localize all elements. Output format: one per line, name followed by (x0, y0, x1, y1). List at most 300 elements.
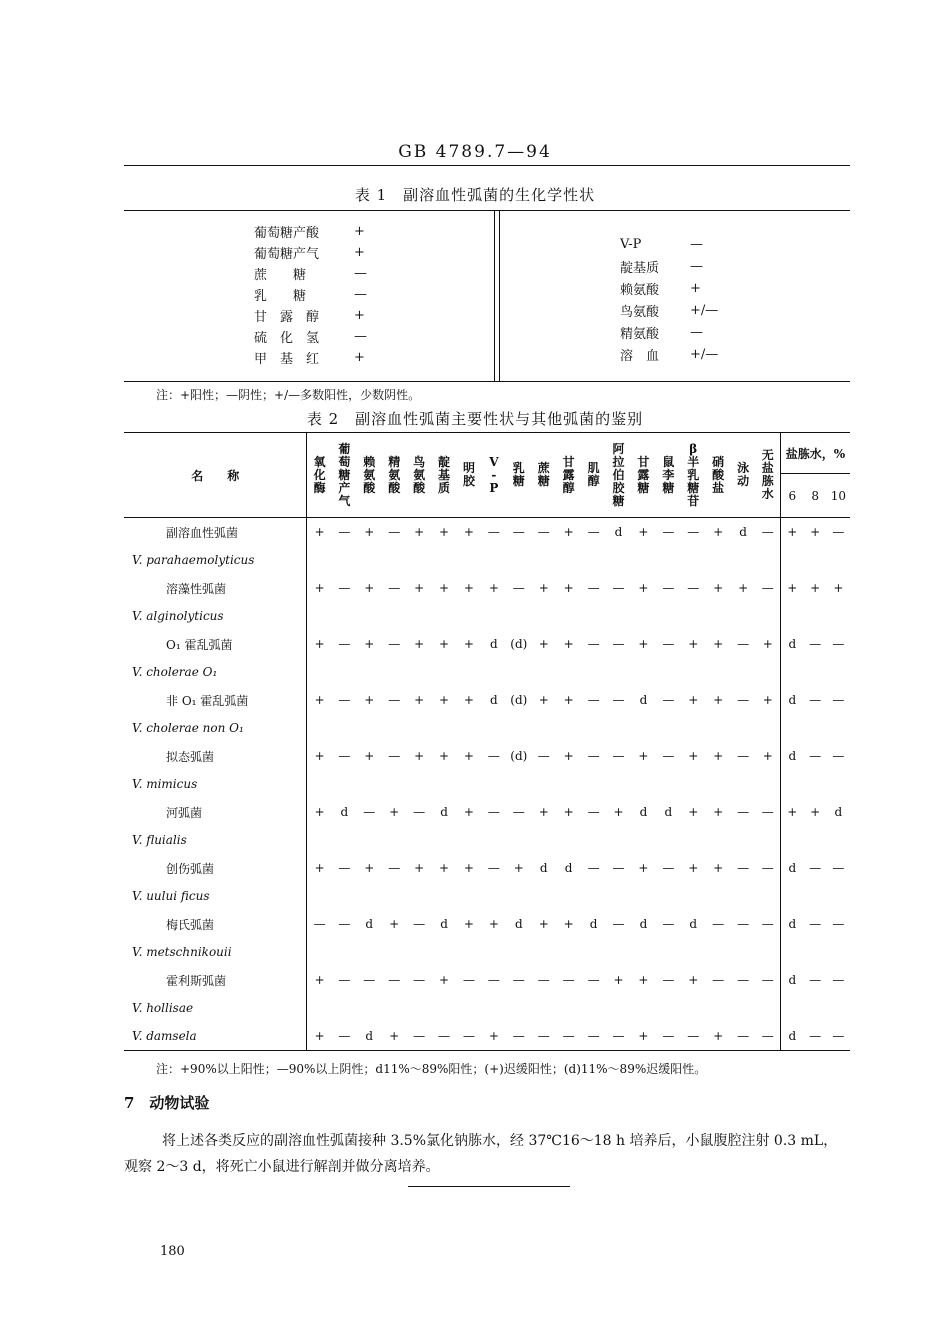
result-cell: d (739, 525, 747, 539)
empty-cell (382, 938, 407, 966)
table1-right-column (620, 233, 750, 365)
result-cell: d (340, 805, 349, 819)
salt-result-cell: — (809, 917, 822, 931)
empty-cell (457, 938, 482, 966)
result-cell: — (512, 973, 525, 987)
result-cell: + (638, 861, 649, 875)
table1-row (620, 321, 750, 343)
salt-result-cell: d (780, 630, 803, 658)
empty-cell (827, 938, 850, 966)
result-cell: + (613, 805, 624, 819)
salt-result-cell: — (832, 525, 845, 539)
empty-cell (556, 658, 581, 686)
result-cell: + (638, 525, 649, 539)
result-cell: — (338, 861, 351, 875)
empty-cell (407, 826, 432, 854)
empty-cell (827, 658, 850, 686)
empty-cell (531, 602, 556, 630)
result-cell: — (687, 581, 700, 595)
empty-cell (804, 658, 827, 686)
empty-cell (731, 714, 756, 742)
empty-cell (681, 994, 706, 1022)
empty-cell (531, 938, 556, 966)
empty-cell (531, 770, 556, 798)
empty-cell (332, 826, 357, 854)
empty-cell (332, 546, 357, 574)
empty-cell (706, 882, 731, 910)
result-cell: — (737, 861, 750, 875)
result-cell: — (487, 973, 500, 987)
result-cell: + (463, 861, 474, 875)
result-cell: d (614, 525, 623, 539)
empty-cell (706, 546, 731, 574)
empty-cell (382, 826, 407, 854)
empty-cell (357, 602, 382, 630)
empty-cell (457, 602, 482, 630)
table1-row (254, 221, 414, 242)
species-name-latin: V. alginolyticus (124, 602, 307, 630)
empty-cell (804, 882, 827, 910)
result-cell: + (481, 1022, 506, 1051)
test-column-header (332, 433, 357, 518)
header-char: 氨 (413, 467, 426, 482)
empty-cell (432, 882, 457, 910)
result-cell: (d) (510, 693, 528, 707)
header-char: 酸 (413, 480, 426, 495)
header-char: 氨 (388, 467, 401, 482)
empty-cell (531, 658, 556, 686)
salt-result-cell: — (832, 693, 845, 707)
empty-cell (606, 658, 631, 686)
salt-result-cell: — (804, 1022, 827, 1051)
result-cell: + (513, 861, 524, 875)
result-cell: + (713, 693, 724, 707)
header-char: V (489, 454, 499, 469)
result-cell: + (762, 749, 773, 763)
header-char: 氨 (363, 467, 376, 482)
empty-cell (506, 826, 531, 854)
result-cell: + (563, 581, 574, 595)
result-cell: + (713, 581, 724, 595)
empty-cell (531, 826, 556, 854)
result-cell: — (506, 1022, 531, 1051)
property-value: + (354, 245, 365, 260)
result-cell: — (512, 525, 525, 539)
empty-cell (382, 882, 407, 910)
empty-cell (407, 714, 432, 742)
empty-cell (357, 714, 382, 742)
empty-cell (457, 714, 482, 742)
header-char: 甘 (637, 454, 650, 469)
result-cell: + (364, 525, 375, 539)
property-name: 鸟氨酸 (620, 304, 660, 320)
empty-cell (382, 714, 407, 742)
standard-number: GB 4789.7—94 (398, 142, 552, 162)
result-cell: — (338, 917, 351, 931)
empty-cell (457, 882, 482, 910)
result-cell: — (612, 861, 625, 875)
header-char: 酸 (363, 480, 376, 495)
salt-result-cell: — (809, 973, 822, 987)
empty-cell (457, 658, 482, 686)
result-cell: — (363, 805, 376, 819)
empty-cell (407, 994, 432, 1022)
empty-cell (357, 546, 382, 574)
empty-cell (332, 714, 357, 742)
empty-cell (804, 826, 827, 854)
result-cell: + (688, 749, 699, 763)
result-cell: — (662, 973, 675, 987)
salt-result-cell: d (780, 742, 803, 770)
result-cell: d (357, 1022, 382, 1051)
header-char: P (489, 480, 499, 495)
result-cell: — (612, 917, 625, 931)
empty-cell (756, 714, 781, 742)
property-name: V-P (620, 236, 642, 252)
result-cell: — (606, 1022, 631, 1051)
empty-cell (756, 658, 781, 686)
empty-cell (780, 938, 803, 966)
salt-result-cell: — (832, 973, 845, 987)
result-cell: — (712, 973, 725, 987)
result-cell: + (488, 581, 499, 595)
table1-row (620, 233, 750, 255)
result-cell: + (439, 861, 450, 875)
table1-row (620, 277, 750, 299)
header-char: 乳 (512, 461, 525, 475)
empty-cell (481, 602, 506, 630)
test-column-header (382, 433, 407, 518)
result-cell: + (488, 917, 499, 931)
header-char: 肌 (587, 461, 600, 475)
empty-cell (731, 546, 756, 574)
header-char: 赖 (363, 454, 376, 469)
result-cell: d (689, 917, 698, 931)
result-cell: — (338, 693, 351, 707)
result-cell: d (639, 693, 648, 707)
result-cell: — (587, 693, 600, 707)
empty-cell (780, 658, 803, 686)
table2-caption: 表 2 副溶血性弧菌主要性状与其他弧菌的鉴别 (306, 410, 644, 428)
result-cell: + (688, 805, 699, 819)
empty-cell (506, 546, 531, 574)
header-char: 基 (438, 467, 451, 482)
property-name: 甘 露 醇 (254, 310, 320, 325)
species-name-cn: 副溶血性弧菌 (124, 518, 307, 547)
header-char: 靛 (438, 454, 451, 469)
result-cell: — (363, 973, 376, 987)
empty-cell (432, 938, 457, 966)
table1-row (254, 242, 414, 263)
empty-cell (681, 826, 706, 854)
header-char: 胶 (462, 474, 475, 488)
result-cell: + (538, 693, 549, 707)
salt-result-cell: + (810, 581, 821, 595)
empty-cell (780, 770, 803, 798)
result-cell: + (364, 637, 375, 651)
result-cell: + (463, 805, 474, 819)
test-column-header (531, 433, 556, 518)
table1-row (254, 284, 414, 305)
header-char: 甘 (562, 454, 575, 469)
empty-cell (357, 994, 382, 1022)
species-name-cn: O₁ 霍乱弧菌 (124, 630, 307, 658)
property-name: 精氨酸 (620, 326, 660, 342)
result-cell: — (556, 1022, 581, 1051)
result-cell: — (487, 861, 500, 875)
result-cell: + (314, 693, 325, 707)
empty-cell (827, 602, 850, 630)
empty-cell (606, 826, 631, 854)
result-cell: + (688, 637, 699, 651)
empty-cell (307, 994, 332, 1022)
empty-cell (432, 826, 457, 854)
empty-cell (332, 602, 357, 630)
test-column-header (606, 433, 631, 518)
empty-cell (581, 882, 606, 910)
result-cell: — (761, 917, 774, 931)
empty-cell (531, 546, 556, 574)
result-cell: + (762, 693, 773, 707)
header-char: 半 (687, 454, 700, 469)
result-cell: — (587, 637, 600, 651)
empty-cell (631, 602, 656, 630)
header-char: 产 (338, 480, 351, 495)
result-cell: — (338, 525, 351, 539)
species-name-cn: 创伤弧菌 (124, 854, 307, 882)
salt-result-cell: + (780, 518, 803, 547)
result-cell: — (712, 917, 725, 931)
empty-cell (631, 546, 656, 574)
empty-cell (631, 714, 656, 742)
empty-cell (656, 714, 681, 742)
section-heading: 7 动物试验 (124, 1094, 210, 1112)
property-name: 溶 血 (620, 348, 660, 364)
salt-result-cell: + (810, 525, 821, 539)
empty-cell (731, 770, 756, 798)
empty-cell (631, 938, 656, 966)
header-char: 拉 (612, 454, 625, 469)
property-name: 葡萄糖产酸 (254, 226, 320, 241)
salt-level: 10 (827, 474, 850, 518)
result-cell: + (638, 581, 649, 595)
header-char: 精 (388, 454, 401, 469)
result-cell: + (389, 805, 400, 819)
result-cell: + (463, 525, 474, 539)
result-cell: — (457, 1022, 482, 1051)
table1-left-column (254, 221, 414, 368)
result-cell: — (737, 693, 750, 707)
table1-row (254, 347, 414, 368)
result-cell: + (688, 861, 699, 875)
property-value: +/— (690, 302, 719, 318)
empty-cell (407, 882, 432, 910)
result-cell: d (365, 917, 374, 931)
result-cell: d (639, 805, 648, 819)
property-value: + (354, 350, 365, 365)
result-cell: + (638, 749, 649, 763)
empty-cell (804, 602, 827, 630)
empty-cell (432, 602, 457, 630)
result-cell: + (638, 973, 649, 987)
empty-cell (756, 826, 781, 854)
empty-cell (481, 994, 506, 1022)
header-char: β (689, 441, 698, 456)
result-cell: + (538, 581, 549, 595)
result-cell: — (531, 1022, 556, 1051)
empty-cell (606, 602, 631, 630)
empty-cell (382, 770, 407, 798)
test-column-header (357, 433, 382, 518)
empty-cell (407, 602, 432, 630)
result-cell: — (512, 581, 525, 595)
empty-cell (457, 994, 482, 1022)
result-cell: + (364, 861, 375, 875)
test-column-header (506, 433, 531, 518)
species-name-latin: V. mimicus (124, 770, 307, 798)
result-cell: — (587, 973, 600, 987)
empty-cell (407, 770, 432, 798)
result-cell: — (587, 805, 600, 819)
empty-cell (332, 994, 357, 1022)
species-name-latin: V. parahaemolyticus (124, 546, 307, 574)
empty-cell (656, 658, 681, 686)
result-cell: — (731, 1022, 756, 1051)
empty-cell (481, 770, 506, 798)
test-column-header (457, 433, 482, 518)
table1-row (254, 263, 414, 284)
empty-cell (656, 994, 681, 1022)
section-paragraph: 将上述各类反应的副溶血性弧菌接种 3.5%氯化钠胨水，经 37℃16～18 h 培养后，小鼠腹腔注射 0.3 mL，观察 2～3 d，将死亡小鼠进行解剖并做分离培养。 (124, 1133, 838, 1175)
salt-result-cell: — (809, 637, 822, 651)
empty-cell (556, 994, 581, 1022)
result-cell: + (307, 1022, 332, 1051)
result-cell: d (539, 861, 548, 875)
property-value: — (690, 258, 703, 274)
table1-row (254, 326, 414, 347)
result-cell: + (713, 805, 724, 819)
header-char: 动 (737, 474, 750, 488)
header-char: 糖 (687, 480, 700, 495)
test-column-header (581, 433, 606, 518)
result-cell: + (688, 973, 699, 987)
result-cell: — (537, 973, 550, 987)
result-cell: + (463, 749, 474, 763)
test-column-header (706, 433, 731, 518)
empty-cell (457, 826, 482, 854)
result-cell: — (737, 749, 750, 763)
empty-cell (556, 770, 581, 798)
header-char: 醇 (562, 480, 575, 495)
empty-cell (827, 882, 850, 910)
result-cell: + (382, 1022, 407, 1051)
header-char: 糖 (637, 480, 650, 495)
result-cell: — (756, 1022, 781, 1051)
table1-double-divider (494, 211, 500, 381)
header-char: 李 (662, 467, 675, 482)
empty-cell (656, 602, 681, 630)
species-name-latin: V. fluialis (124, 826, 307, 854)
empty-cell (332, 938, 357, 966)
result-cell: (d) (510, 749, 528, 763)
result-cell: — (413, 917, 426, 931)
result-cell: + (314, 749, 325, 763)
empty-cell (307, 602, 332, 630)
empty-cell (656, 770, 681, 798)
result-cell: + (314, 637, 325, 651)
empty-cell (357, 938, 382, 966)
result-cell: — (587, 525, 600, 539)
property-value: — (354, 287, 367, 302)
result-cell: + (414, 637, 425, 651)
property-name: 硫 化 氢 (254, 331, 320, 346)
result-cell: + (364, 693, 375, 707)
result-cell: — (662, 693, 675, 707)
result-cell: + (463, 693, 474, 707)
table1-row (620, 255, 750, 277)
empty-cell (731, 658, 756, 686)
result-cell: — (462, 973, 475, 987)
header-char: 硝 (712, 454, 725, 469)
species-name-latin: V. damsela (124, 1022, 307, 1051)
empty-cell (357, 658, 382, 686)
species-name-latin: V. cholerae O₁ (124, 658, 307, 686)
table1-row (254, 305, 414, 326)
header-char: 醇 (587, 474, 600, 488)
empty-cell (706, 658, 731, 686)
result-cell: + (713, 525, 724, 539)
empty-cell (731, 882, 756, 910)
property-value: + (690, 280, 701, 296)
property-name: 蔗 糖 (254, 268, 307, 283)
result-cell: — (662, 581, 675, 595)
header-char: 蔗 (537, 461, 550, 475)
property-name: 靛基质 (620, 260, 660, 276)
header-char: 萄 (338, 454, 351, 469)
empty-cell (481, 658, 506, 686)
empty-cell (506, 938, 531, 966)
empty-cell (706, 770, 731, 798)
empty-cell (756, 994, 781, 1022)
result-cell: — (338, 581, 351, 595)
salt-result-cell: d (780, 966, 803, 994)
empty-cell (357, 882, 382, 910)
page-number: 180 (160, 1244, 185, 1259)
species-name-latin: V. cholerae non O₁ (124, 714, 307, 742)
empty-cell (332, 882, 357, 910)
empty-cell (531, 714, 556, 742)
property-value: — (354, 266, 367, 281)
table1-row (620, 343, 750, 365)
header-char: 葡 (338, 441, 351, 456)
empty-cell (681, 714, 706, 742)
result-cell: — (761, 861, 774, 875)
result-cell: — (338, 749, 351, 763)
result-cell: — (432, 1022, 457, 1051)
test-column-header (631, 433, 656, 518)
empty-cell (531, 882, 556, 910)
header-char: 露 (562, 467, 575, 482)
species-name-cn: 梅氏弧菌 (124, 910, 307, 938)
salt-result-cell: + (780, 798, 803, 826)
empty-cell (307, 770, 332, 798)
result-cell: d (440, 917, 448, 931)
header-char: 阿 (612, 441, 625, 456)
result-cell: + (762, 637, 773, 651)
empty-cell (481, 826, 506, 854)
table1-caption: 表 1 副溶血性弧菌的生化学性状 (354, 186, 596, 204)
result-cell: — (487, 749, 500, 763)
